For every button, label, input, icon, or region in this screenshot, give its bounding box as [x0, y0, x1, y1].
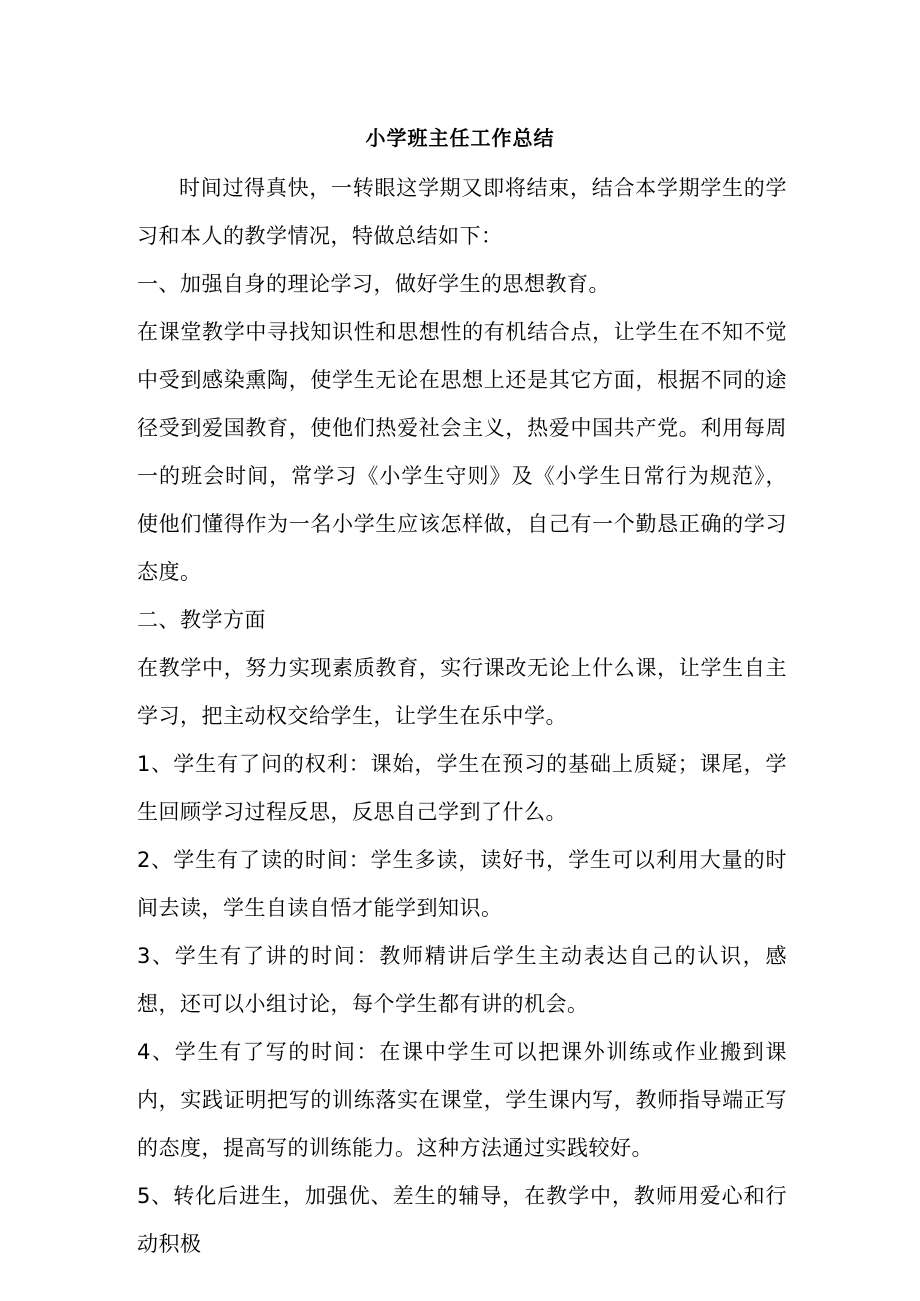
document-title: 小学班主任工作总结: [365, 126, 555, 150]
section-heading-2: 二、教学方面: [137, 608, 266, 632]
list-item-1: 1、学生有了问的权利：课始，学生在预习的基础上质疑；课尾，学生回顾学习过程反思，反思自己学到了什么。: [137, 752, 787, 824]
section-heading-1: 一、加强自身的理论学习，做好学生的思想教育。: [137, 272, 610, 296]
intro-paragraph: 时间过得真快，一转眼这学期又即将结束，结合本学期学生的学习和本人的教学情况，特做总结如下：: [137, 176, 787, 248]
list-item-4: 4、学生有了写的时间：在课中学生可以把课外训练或作业搬到课内，实践证明把写的训练落实在课堂，学生课内写，教师指导端正写的态度，提高写的训练能力。这种方法通过实践较好。: [137, 1040, 787, 1160]
section-2-paragraph: 在教学中，努力实现素质教育，实行课改无论上什么课，让学生自主学习，把主动权交给学生，让学生在乐中学。: [137, 656, 787, 728]
list-item-5: 5、转化后进生，加强优、差生的辅导，在教学中，教师用爱心和行动积极: [137, 1184, 787, 1256]
list-item-2: 2、学生有了读的时间：学生多读，读好书，学生可以利用大量的时间去读，学生自读自悟才能学到知识。: [137, 848, 787, 920]
document-body: [137, 164, 787, 1268]
list-item-3: 3、学生有了讲的时间：教师精讲后学生主动表达自己的认识，感想，还可以小组讨论，每个学生都有讲的机会。: [137, 944, 787, 1016]
section-1-paragraph: 在课堂教学中寻找知识性和思想性的有机结合点，让学生在不知不觉中受到感染熏陶，使学生无论在思想上还是其它方面，根据不同的途径受到爱国教育，使他们热爱社会主义，热爱中国共产党。利用每周一的班会时间，常学习《小学生守则》及《小学生日常行为规范》，使他们懂得作为一名小学生应该怎样做，自己有一个勤恳正确的学习态度。: [137, 320, 787, 584]
